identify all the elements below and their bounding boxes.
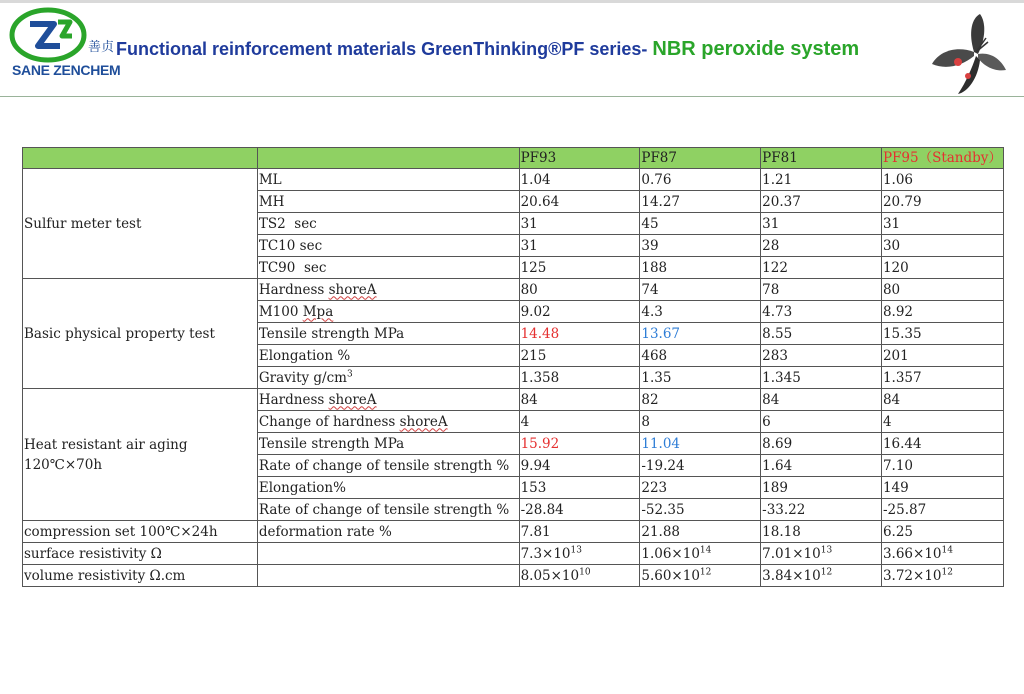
table-cell: 15.35 bbox=[881, 323, 1003, 345]
table-cell: -33.22 bbox=[761, 499, 882, 521]
table-cell: 31 bbox=[519, 213, 640, 235]
table-cell: 31 bbox=[519, 235, 640, 257]
table-cell: 1.35 bbox=[640, 367, 761, 389]
table-cell: $7.01\times 10^{13}$ bbox=[761, 543, 882, 565]
row-label: deformation rate % bbox=[257, 521, 519, 543]
row-label bbox=[257, 543, 519, 565]
table-cell: -25.87 bbox=[881, 499, 1003, 521]
row-label: M100 Mpa bbox=[257, 301, 519, 323]
table-cell: 215 bbox=[519, 345, 640, 367]
row-label: Elongation % bbox=[257, 345, 519, 367]
group-label: Sulfur meter test bbox=[23, 169, 258, 279]
table-cell: 20.64 bbox=[519, 191, 640, 213]
row-label: Rate of change of tensile strength % bbox=[257, 499, 519, 521]
table-cell: 14.48 bbox=[519, 323, 640, 345]
group-label: compression set 100℃×24h bbox=[23, 521, 258, 543]
table-cell: 189 bbox=[761, 477, 882, 499]
table-cell: $5.60\times 10^{12}$ bbox=[640, 565, 761, 587]
table-cell: 15.92 bbox=[519, 433, 640, 455]
column-header: PF87 bbox=[640, 148, 761, 169]
table-row bbox=[23, 565, 1004, 587]
title-main: Functional reinforcement materials GreenThinking®PF series- bbox=[116, 39, 648, 59]
table-cell: 6.25 bbox=[881, 521, 1003, 543]
table-cell: 84 bbox=[881, 389, 1003, 411]
table-cell: $3.66\times 10^{14}$ bbox=[881, 543, 1003, 565]
table-cell: 1.64 bbox=[761, 455, 882, 477]
table-cell: 149 bbox=[881, 477, 1003, 499]
table-cell: 1.345 bbox=[761, 367, 882, 389]
company-logo bbox=[8, 6, 121, 80]
column-header: PF93 bbox=[519, 148, 640, 169]
title-highlight: NBR peroxide system bbox=[652, 38, 860, 60]
table-cell: $8.05\times 10^{10}$ bbox=[519, 565, 640, 587]
row-label: Tensile strength MPa bbox=[257, 323, 519, 345]
row-label: Change of hardness shoreA bbox=[257, 411, 519, 433]
table-cell: 4.3 bbox=[640, 301, 761, 323]
table-row bbox=[23, 389, 1004, 411]
table-cell: -52.35 bbox=[640, 499, 761, 521]
table-cell: 188 bbox=[640, 257, 761, 279]
table-cell: 8.55 bbox=[761, 323, 882, 345]
table-cell: 78 bbox=[761, 279, 882, 301]
logo-icon bbox=[8, 6, 98, 64]
table-row bbox=[23, 521, 1004, 543]
row-label: Rate of change of tensile strength % bbox=[257, 455, 519, 477]
table-cell: 11.04 bbox=[640, 433, 761, 455]
table-cell: -28.84 bbox=[519, 499, 640, 521]
table-cell: 74 bbox=[640, 279, 761, 301]
row-label: Elongation% bbox=[257, 477, 519, 499]
table-cell: 1.21 bbox=[761, 169, 882, 191]
table-cell: 31 bbox=[881, 213, 1003, 235]
row-label bbox=[257, 565, 519, 587]
table-cell: 8 bbox=[640, 411, 761, 433]
table-cell: 80 bbox=[519, 279, 640, 301]
table-cell: 18.18 bbox=[761, 521, 882, 543]
property-table bbox=[22, 147, 1004, 587]
table-cell: 7.10 bbox=[881, 455, 1003, 477]
table-cell: $3.72\times 10^{12}$ bbox=[881, 565, 1003, 587]
table-cell: 28 bbox=[761, 235, 882, 257]
table-cell: 45 bbox=[640, 213, 761, 235]
table-cell: 82 bbox=[640, 389, 761, 411]
row-label: TC10 sec bbox=[257, 235, 519, 257]
table-cell: $3.84\times 10^{12}$ bbox=[761, 565, 882, 587]
header-empty-cell bbox=[23, 148, 258, 169]
header-empty-cell bbox=[257, 148, 519, 169]
row-label: MH bbox=[257, 191, 519, 213]
table-cell: 84 bbox=[761, 389, 882, 411]
top-border bbox=[0, 0, 1024, 3]
table-cell: 9.02 bbox=[519, 301, 640, 323]
table-cell: $7.3\times 10^{13}$ bbox=[519, 543, 640, 565]
table-cell: 8.92 bbox=[881, 301, 1003, 323]
table-cell: $1.06\times 10^{14}$ bbox=[640, 543, 761, 565]
column-header: PF95（Standby） bbox=[881, 148, 1003, 169]
table-cell: 30 bbox=[881, 235, 1003, 257]
table-cell: 4.73 bbox=[761, 301, 882, 323]
table-cell: 80 bbox=[881, 279, 1003, 301]
table-cell: -19.24 bbox=[640, 455, 761, 477]
row-label: Hardness shoreA bbox=[257, 279, 519, 301]
table-cell: 6 bbox=[761, 411, 882, 433]
table-cell: 8.69 bbox=[761, 433, 882, 455]
table-cell: 0.76 bbox=[640, 169, 761, 191]
butterfly-icon bbox=[928, 12, 1018, 98]
table-cell: 31 bbox=[761, 213, 882, 235]
table-cell: 223 bbox=[640, 477, 761, 499]
group-label: volume resistivity Ω.cm bbox=[23, 565, 258, 587]
group-label: Basic physical property test bbox=[23, 279, 258, 389]
table-cell: 1.357 bbox=[881, 367, 1003, 389]
table-cell: 84 bbox=[519, 389, 640, 411]
group-label: Heat resistant air aging 120℃×70h bbox=[23, 389, 258, 521]
table-cell: 153 bbox=[519, 477, 640, 499]
header-divider bbox=[0, 96, 1024, 97]
table-cell: 4 bbox=[881, 411, 1003, 433]
table-cell: 21.88 bbox=[640, 521, 761, 543]
row-label: Tensile strength MPa bbox=[257, 433, 519, 455]
page-title bbox=[116, 38, 859, 61]
row-label: TC90 sec bbox=[257, 257, 519, 279]
table-cell: 39 bbox=[640, 235, 761, 257]
table-cell: 468 bbox=[640, 345, 761, 367]
row-label: Hardness shoreA bbox=[257, 389, 519, 411]
table-row bbox=[23, 279, 1004, 301]
group-label: surface resistivity Ω bbox=[23, 543, 258, 565]
table-cell: 20.37 bbox=[761, 191, 882, 213]
brand-chinese: 善贞 bbox=[88, 40, 115, 55]
table-cell: 13.67 bbox=[640, 323, 761, 345]
brand-name: SANE ZENCHEM bbox=[12, 62, 121, 78]
table-row bbox=[23, 543, 1004, 565]
table-cell: 14.27 bbox=[640, 191, 761, 213]
table-cell: 201 bbox=[881, 345, 1003, 367]
table-cell: 283 bbox=[761, 345, 882, 367]
table-row bbox=[23, 169, 1004, 191]
row-label: ML bbox=[257, 169, 519, 191]
row-label: Gravity $g/cm^3$ bbox=[257, 367, 519, 389]
table-cell: 1.358 bbox=[519, 367, 640, 389]
table-cell: 1.06 bbox=[881, 169, 1003, 191]
table-cell: 4 bbox=[519, 411, 640, 433]
table-cell: 1.04 bbox=[519, 169, 640, 191]
table-cell: 16.44 bbox=[881, 433, 1003, 455]
table-header-row bbox=[23, 148, 1004, 169]
table-cell: 9.94 bbox=[519, 455, 640, 477]
table-cell: 120 bbox=[881, 257, 1003, 279]
column-header: PF81 bbox=[761, 148, 882, 169]
table-cell: 7.81 bbox=[519, 521, 640, 543]
table-cell: 125 bbox=[519, 257, 640, 279]
row-label: TS2 sec bbox=[257, 213, 519, 235]
table-cell: 122 bbox=[761, 257, 882, 279]
table-cell: 20.79 bbox=[881, 191, 1003, 213]
